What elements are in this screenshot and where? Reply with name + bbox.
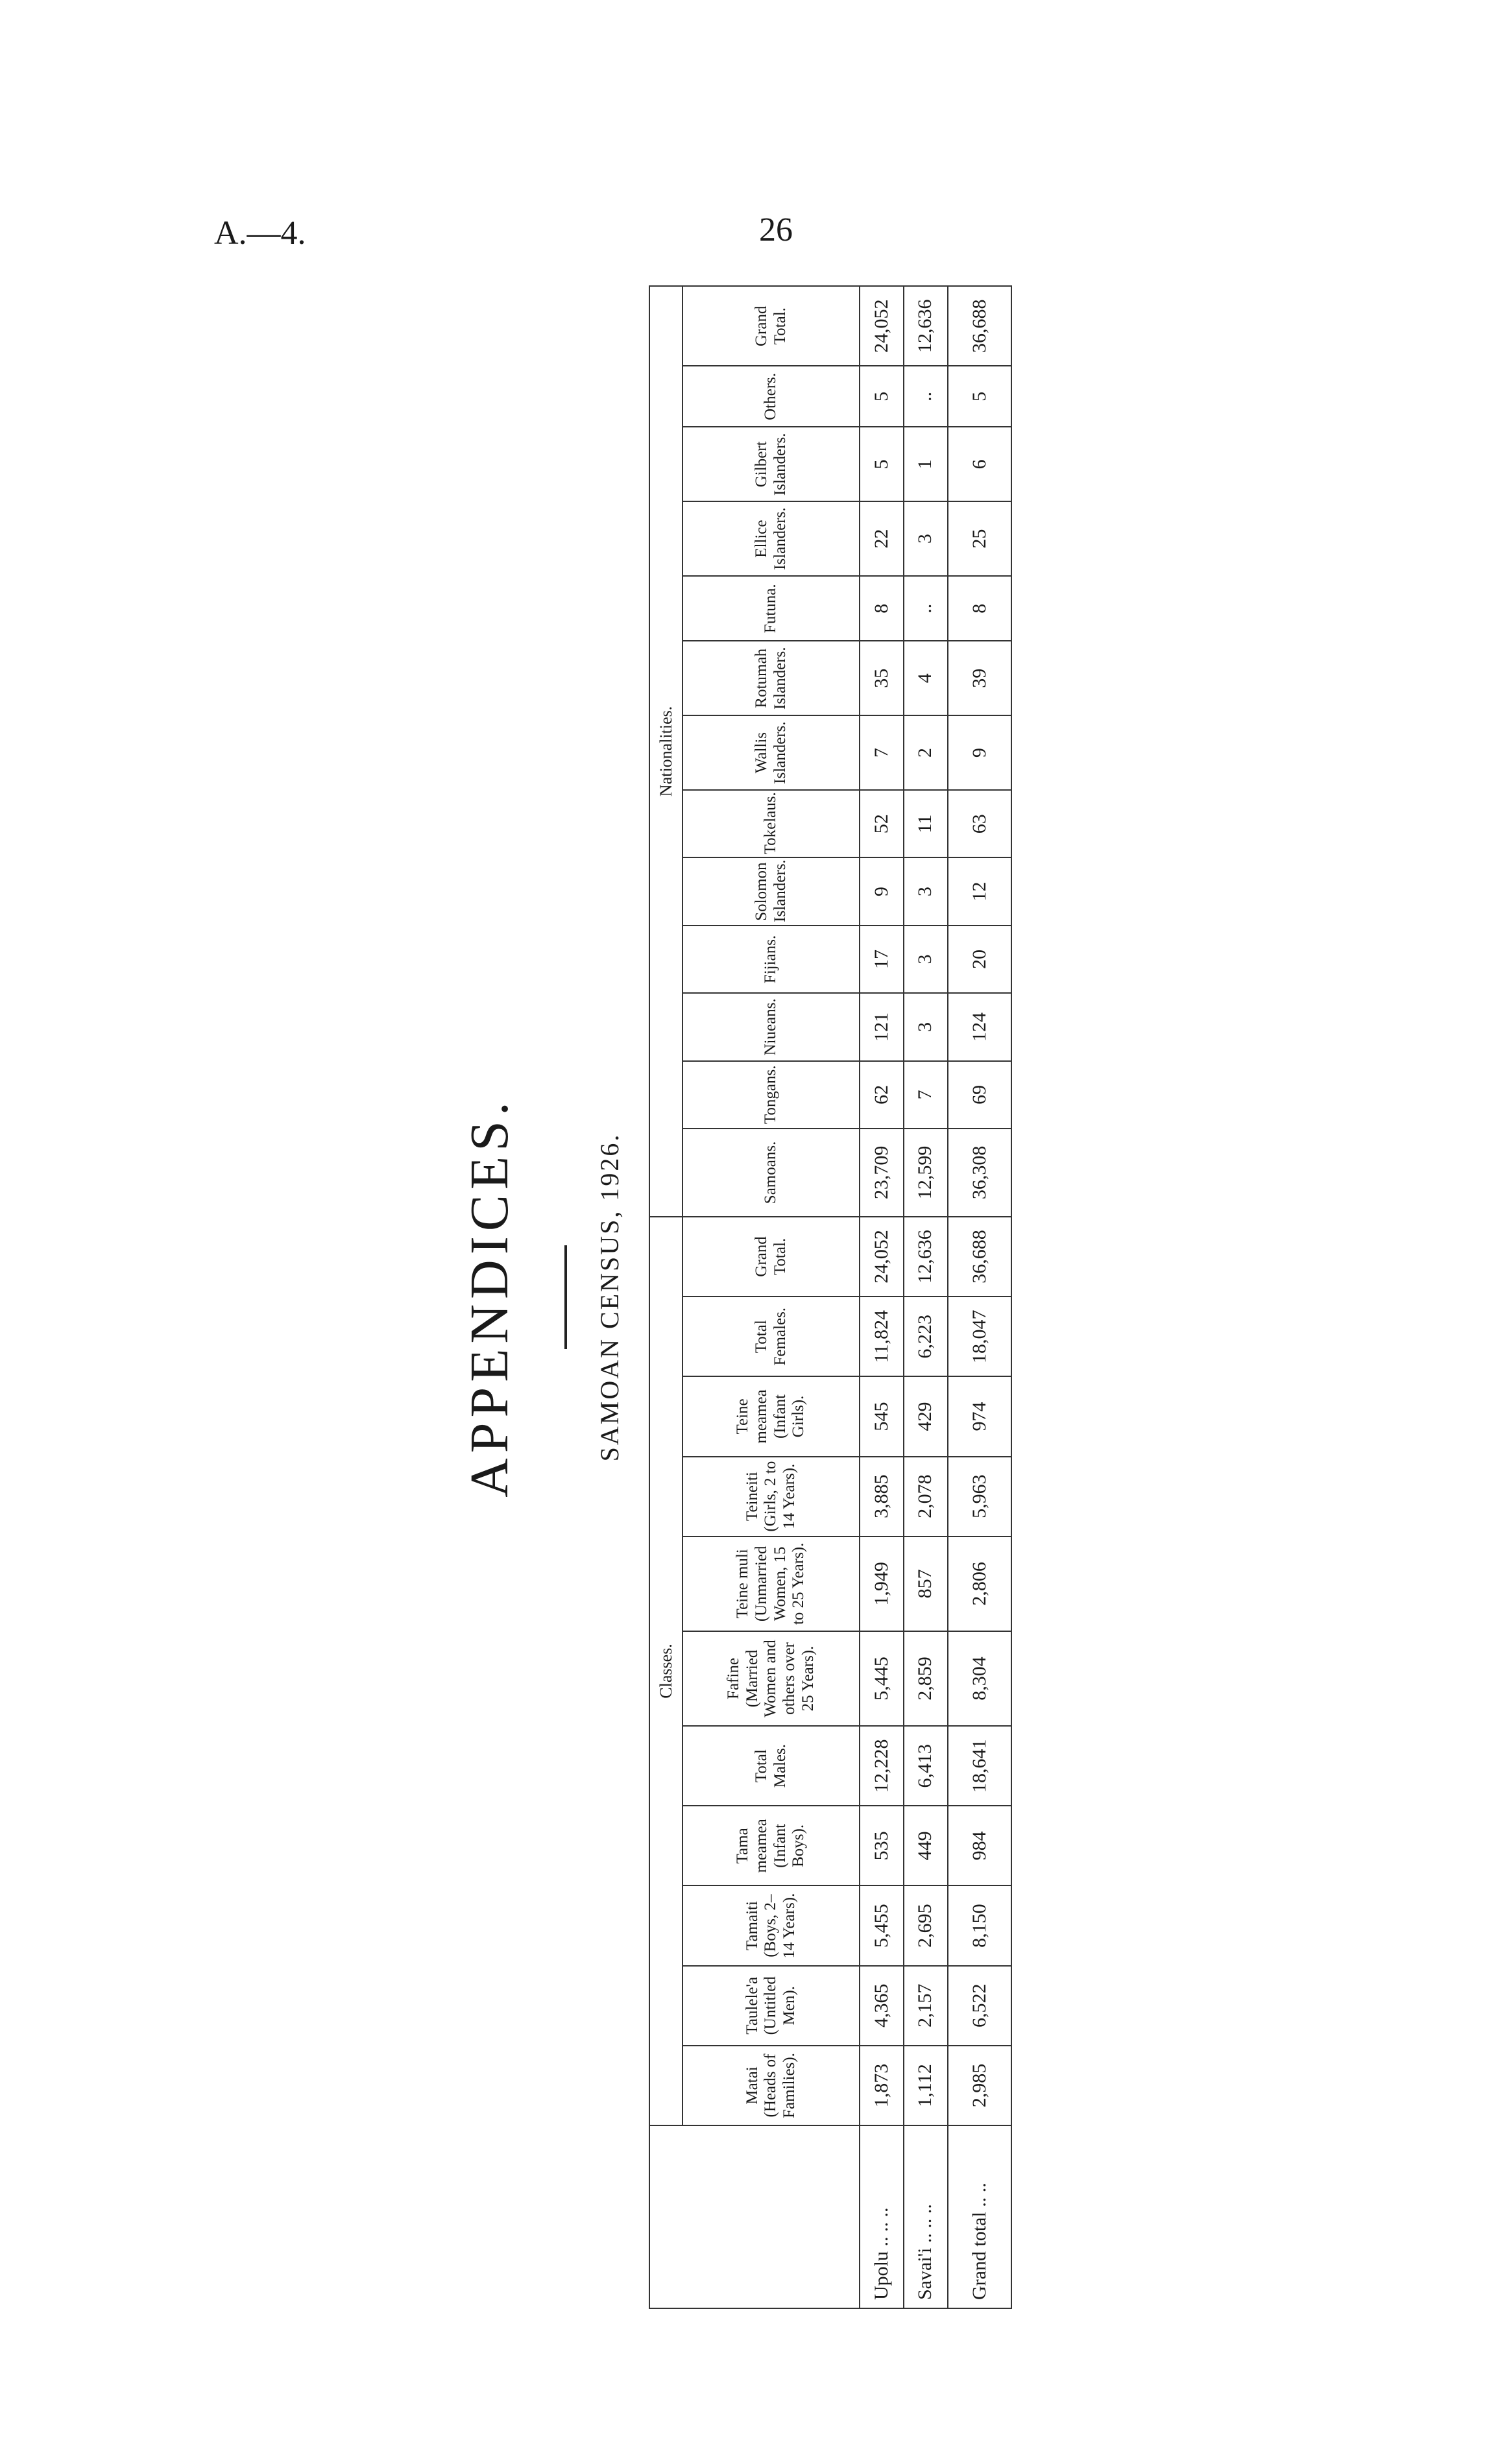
column-header: Fafine (Married Women and others over 25 Years). [682, 1631, 860, 1726]
table-cell: 23,709 [860, 1129, 904, 1217]
table-cell: 24,052 [860, 286, 904, 366]
table-cell: 2,157 [904, 1966, 948, 2046]
table-cell: 3 [904, 857, 948, 925]
table-row-upolu [860, 286, 904, 2308]
row-label-header [649, 2125, 860, 2308]
table-cell: 36,308 [948, 1129, 1012, 1217]
table-cell: 8,304 [948, 1631, 1012, 1726]
table-cell: 545 [860, 1376, 904, 1456]
table-cell: 12,636 [904, 1217, 948, 1297]
table-cell: 8,150 [948, 1885, 1012, 1965]
title-divider [564, 1245, 567, 1349]
table-cell: 2,695 [904, 1885, 948, 1965]
column-header: Futuna. [682, 576, 860, 641]
column-header: Niueans. [682, 993, 860, 1060]
table-cell: 984 [948, 1806, 1012, 1885]
table-cell: 1,873 [860, 2046, 904, 2125]
table-cell: 9 [860, 857, 904, 925]
table-cell: .. [904, 576, 948, 641]
table-cell: 7 [860, 715, 904, 790]
column-header: Teineiti (Girls, 2 to 14 Years). [682, 1457, 860, 1537]
table-cell: 1,949 [860, 1537, 904, 1631]
table-cell: 2,806 [948, 1537, 1012, 1631]
row-label: Savai'i .. .. .. [904, 2125, 948, 2308]
table-cell: 535 [860, 1806, 904, 1885]
table-cell: 18,047 [948, 1297, 1012, 1376]
table-cell: 5 [860, 366, 904, 427]
column-header: Grand Total. [682, 286, 860, 366]
table-cell: 9 [948, 715, 1012, 790]
table-cell: 63 [948, 790, 1012, 857]
table-cell: 11,824 [860, 1297, 904, 1376]
table-cell: 8 [948, 576, 1012, 641]
table-row-grand-total [948, 286, 1012, 2308]
table-cell: 1 [904, 427, 948, 501]
table-cell: 121 [860, 993, 904, 1060]
table-cell: 6,413 [904, 1726, 948, 1806]
column-header: Gilbert Islanders. [682, 427, 860, 501]
column-header-row [682, 286, 860, 2308]
table-cell: 974 [948, 1376, 1012, 1456]
column-header: Tamaiti (Boys, 2–14 Years). [682, 1885, 860, 1965]
column-header: Ellice Islanders. [682, 501, 860, 576]
table-cell: 5 [860, 427, 904, 501]
table-cell: 429 [904, 1376, 948, 1456]
column-header: Samoans. [682, 1129, 860, 1217]
row-label: Grand total .. .. [948, 2125, 1012, 2308]
column-header: Others. [682, 366, 860, 427]
row-label: Upolu .. .. .. [860, 2125, 904, 2308]
table-cell: 36,688 [948, 286, 1012, 366]
table-cell: 7 [904, 1061, 948, 1129]
table-cell: 2,859 [904, 1631, 948, 1726]
table-cell: 5,455 [860, 1885, 904, 1965]
table-cell: 62 [860, 1061, 904, 1129]
table-cell: .. [904, 366, 948, 427]
table-cell: 24,052 [860, 1217, 904, 1297]
rotated-content [454, 285, 1025, 2309]
table-cell: 6 [948, 427, 1012, 501]
table-title: SAMOAN CENSUS, 1926. [595, 1132, 624, 1462]
table-cell: 69 [948, 1061, 1012, 1129]
table-cell: 12,599 [904, 1129, 948, 1217]
table-cell: 449 [904, 1806, 948, 1885]
table-cell: 11 [904, 790, 948, 857]
column-header: Rotumah Islanders. [682, 641, 860, 715]
table-cell: 5 [948, 366, 1012, 427]
table-cell: 35 [860, 641, 904, 715]
table-cell: 3 [904, 501, 948, 576]
table-cell: 3 [904, 926, 948, 993]
table-cell: 52 [860, 790, 904, 857]
table-cell: 22 [860, 501, 904, 576]
table-cell: 12,636 [904, 286, 948, 366]
column-header: Teine muli (Unmarried Women, 15 to 25 Years). [682, 1537, 860, 1631]
table-cell: 25 [948, 501, 1012, 576]
table-cell: 2,078 [904, 1457, 948, 1537]
column-header: Taulele'a (Untitled Men). [682, 1966, 860, 2046]
classes-group-header: Classes. [649, 1217, 682, 2125]
table-cell: 1,112 [904, 2046, 948, 2125]
table-row-savaii [904, 286, 948, 2308]
table-cell: 20 [948, 926, 1012, 993]
column-header: Tongans. [682, 1061, 860, 1129]
census-table [649, 285, 1012, 2309]
table-cell: 12 [948, 857, 1012, 925]
page-number: 26 [759, 211, 793, 248]
nationalities-group-header: Nationalities. [649, 286, 682, 1217]
table-cell: 3 [904, 993, 948, 1060]
column-header: Matai (Heads of Families). [682, 2046, 860, 2125]
table-cell: 5,445 [860, 1631, 904, 1726]
column-header: Total Females. [682, 1297, 860, 1376]
table-cell: 5,963 [948, 1457, 1012, 1537]
column-header: Total Males. [682, 1726, 860, 1806]
table-cell: 6,223 [904, 1297, 948, 1376]
table-cell: 12,228 [860, 1726, 904, 1806]
page-title: APPENDICES. [459, 1097, 520, 1498]
table-cell: 124 [948, 993, 1012, 1060]
column-header: Tokelaus. [682, 790, 860, 857]
column-header: Fijians. [682, 926, 860, 993]
table-cell: 2 [904, 715, 948, 790]
column-header: Teine meamea (Infant Girls). [682, 1376, 860, 1456]
table-cell: 36,688 [948, 1217, 1012, 1297]
table-cell: 18,641 [948, 1726, 1012, 1806]
table-cell: 3,885 [860, 1457, 904, 1537]
table-cell: 17 [860, 926, 904, 993]
table-cell: 4,365 [860, 1966, 904, 2046]
table-cell: 6,522 [948, 1966, 1012, 2046]
column-header: Tama meamea (Infant Boys). [682, 1806, 860, 1885]
group-header-row [649, 286, 682, 2308]
document-reference: A.—4. [214, 215, 306, 252]
table-cell: 4 [904, 641, 948, 715]
table-cell: 8 [860, 576, 904, 641]
table-cell: 857 [904, 1537, 948, 1631]
column-header: Wallis Islanders. [682, 715, 860, 790]
table-cell: 39 [948, 641, 1012, 715]
table-cell: 2,985 [948, 2046, 1012, 2125]
column-header: Grand Total. [682, 1217, 860, 1297]
column-header: Solomon Islanders. [682, 857, 860, 925]
